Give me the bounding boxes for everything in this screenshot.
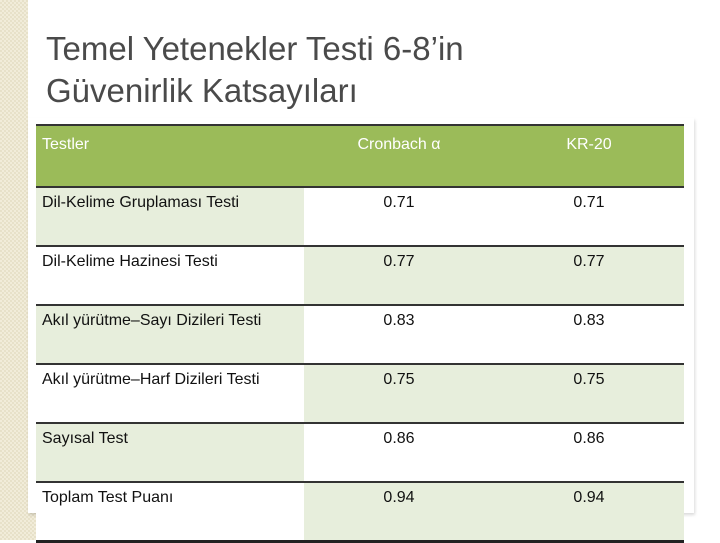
kr20-value-cell: 0.94 bbox=[494, 482, 684, 542]
table-row bbox=[36, 187, 684, 246]
table-row bbox=[36, 364, 684, 423]
test-name-cell: Dil-Kelime Gruplaması Testi bbox=[36, 187, 304, 246]
kr20-value-cell: 0.75 bbox=[494, 364, 684, 423]
cronbach-value-cell: 0.71 bbox=[304, 187, 494, 246]
test-name-cell: Toplam Test Puanı bbox=[36, 482, 304, 542]
cronbach-value-cell: 0.86 bbox=[304, 423, 494, 482]
column-header-kr20: KR-20 bbox=[494, 125, 684, 187]
table-row bbox=[36, 423, 684, 482]
table-row bbox=[36, 305, 684, 364]
table-header-row bbox=[36, 125, 684, 187]
kr20-value-cell: 0.86 bbox=[494, 423, 684, 482]
slide-title-line-1: Temel Yetenekler Testi 6-8’in bbox=[46, 30, 464, 67]
cronbach-value-cell: 0.77 bbox=[304, 246, 494, 305]
cronbach-value-cell: 0.94 bbox=[304, 482, 494, 542]
kr20-value-cell: 0.77 bbox=[494, 246, 684, 305]
cronbach-value-cell: 0.75 bbox=[304, 364, 494, 423]
test-name-cell: Dil-Kelime Hazinesi Testi bbox=[36, 246, 304, 305]
kr20-value-cell: 0.71 bbox=[494, 187, 684, 246]
test-name-cell: Sayısal Test bbox=[36, 423, 304, 482]
table-row bbox=[36, 246, 684, 305]
test-name-cell: Akıl yürütme–Harf Dizileri Testi bbox=[36, 364, 304, 423]
column-header-cronbach: Cronbach α bbox=[304, 125, 494, 187]
cronbach-value-cell: 0.83 bbox=[304, 305, 494, 364]
test-name-cell: Akıl yürütme–Sayı Dizileri Testi bbox=[36, 305, 304, 364]
slide-title bbox=[46, 28, 606, 112]
slide-title-line-2: Güvenirlik Katsayıları bbox=[46, 72, 358, 109]
column-header-tests: Testler bbox=[36, 125, 304, 187]
table-row bbox=[36, 482, 684, 542]
reliability-table bbox=[36, 124, 684, 543]
kr20-value-cell: 0.83 bbox=[494, 305, 684, 364]
